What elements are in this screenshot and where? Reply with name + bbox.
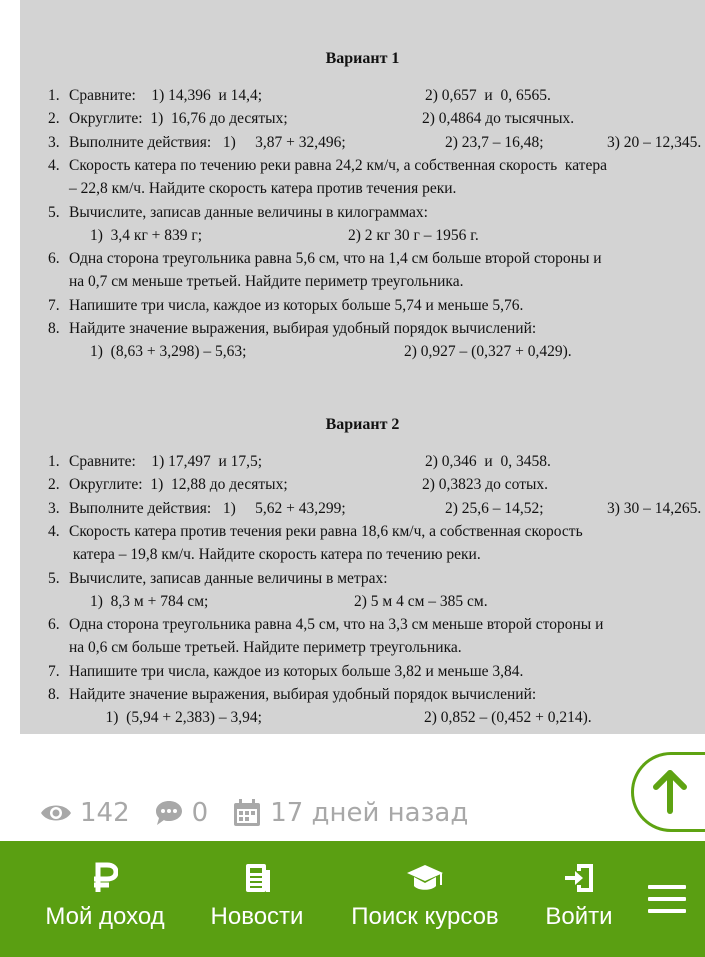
login-icon: [563, 862, 595, 894]
task-text: 1) 3,4 кг + 839 г;: [90, 226, 203, 244]
post-meta: [40, 795, 492, 831]
task-text: Скорость катера по течению реки равна 24,2 км/ч, а собственная скорость катера: [69, 156, 607, 174]
task-text: Напишите три числа, каждое из которых больше 5,74 и меньше 5,76.: [69, 296, 524, 314]
task-text: Вычислите, записав данные величины в метрах:: [69, 569, 388, 587]
scroll-top-button[interactable]: [631, 752, 705, 832]
nav-news-label: Новости: [210, 903, 304, 930]
task-text: 2) 0,657 и 0, 6565.: [425, 87, 551, 104]
task-text: 2) 0,927 – (0,327 + 0,429).: [404, 343, 572, 361]
task-text: 2) 2 кг 30 г – 1956 г.: [348, 226, 479, 244]
nav-news[interactable]: [203, 861, 311, 931]
ruble-icon: [92, 862, 118, 894]
views-value: 142: [80, 798, 130, 828]
task-text: Найдите значение выражения, выбирая удобный порядок вычислений:: [69, 686, 537, 703]
task-text: – 22,8 км/ч. Найдите скорость катера против течения реки.: [69, 180, 457, 198]
task-text: 1) (8,63 + 3,298) – 5,63;: [90, 343, 247, 361]
task-text: Выполните действия: 1) 5,62 + 43,299;: [69, 499, 346, 517]
task-text: на 0,7 см меньше третьей. Найдите периметр треугольника.: [69, 273, 464, 291]
task-number: 6.: [48, 616, 60, 634]
nav-course-search-label: Поиск курсов: [351, 903, 499, 930]
task-text: Сравните: 1) 14,396 и 14,4;: [69, 87, 263, 104]
task-text: катера – 19,8 км/ч. Найдите скорость катера по течению реки.: [69, 546, 481, 564]
task-number: 8.: [48, 686, 60, 703]
nav-login[interactable]: [540, 861, 618, 931]
task-number: 4.: [48, 522, 60, 540]
bottom-navigation: [0, 841, 705, 957]
task-text: Сравните: 1) 17,497 и 17,5;: [69, 453, 263, 470]
task-text: Одна сторона треугольника равна 4,5 см, что на 3,3 см меньше второй стороны и: [69, 616, 604, 634]
calendar-icon: [232, 798, 262, 828]
news-icon: [242, 862, 272, 894]
task-number: 8.: [48, 320, 60, 337]
task-text: 1) (5,94 + 2,383) – 3,94;: [90, 709, 262, 727]
task-text: Округлите: 1) 16,76 до десятых;: [69, 110, 288, 128]
nav-my-income-label: Мой доход: [45, 903, 165, 930]
task-number: 5.: [48, 203, 60, 221]
variant-2-title: Вариант 2: [325, 416, 400, 433]
task-text: 2) 23,7 – 16,48;: [445, 133, 544, 151]
nav-login-label: Войти: [545, 903, 613, 930]
date-value: 17 дней назад: [270, 798, 469, 828]
task-text: 2) 25,6 – 14,52;: [445, 499, 544, 517]
comments-count: [154, 798, 209, 828]
task-text: Выполните действия: 1) 3,87 + 32,496;: [69, 133, 346, 151]
task-text: 3) 30 – 14,265.: [607, 499, 702, 517]
nav-course-search[interactable]: [340, 861, 510, 931]
burger-menu-icon[interactable]: [648, 885, 686, 921]
task-text: 2) 0,346 и 0, 3458.: [425, 453, 551, 470]
task-number: 3.: [48, 499, 60, 517]
task-text: Скорость катера против течения реки равна 18,6 км/ч, а собственная скорость: [69, 522, 583, 540]
task-number: 3.: [48, 133, 60, 151]
task-number: 2.: [48, 476, 60, 494]
task-text: 2) 0,3823 до сотых.: [422, 476, 549, 494]
task-number: 2.: [48, 110, 60, 128]
task-number: 1.: [48, 87, 60, 104]
task-text: Напишите три числа, каждое из которых больше 3,82 и меньше 3,84.: [69, 662, 524, 680]
task-text: Одна сторона треугольника равна 5,6 см, что на 1,4 см больше второй стороны и: [69, 250, 602, 268]
task-text: на 0,6 см больше третьей. Найдите периметр треугольника.: [69, 639, 462, 657]
graduation-cap-icon: [406, 862, 444, 894]
worksheet-image: [20, 0, 705, 734]
task-text: Найдите значение выражения, выбирая удобный порядок вычислений:: [69, 320, 537, 337]
task-text: 3) 20 – 12,345.: [607, 133, 702, 151]
task-number: 7.: [48, 662, 60, 680]
task-number: 7.: [48, 296, 60, 314]
task-text: Вычислите, записав данные величины в килограммах:: [69, 203, 428, 221]
task-number: 1.: [48, 453, 60, 470]
task-number: 5.: [48, 569, 60, 587]
eye-icon: [40, 802, 72, 824]
arrow-up-icon: [652, 770, 688, 814]
nav-my-income[interactable]: [36, 861, 174, 931]
task-number: 6.: [48, 250, 60, 268]
task-text: 1) 8,3 м + 784 см;: [90, 592, 209, 610]
comment-icon: [154, 799, 184, 827]
variant-1-title: Вариант 1: [325, 50, 400, 67]
task-number: 4.: [48, 156, 60, 174]
task-text: 2) 5 м 4 см – 385 см.: [354, 592, 488, 610]
comments-value: 0: [191, 798, 209, 828]
post-date: [232, 798, 468, 828]
views-count: [40, 798, 130, 828]
task-text: 2) 0,852 – (0,452 + 0,214).: [424, 709, 592, 727]
task-text: 2) 0,4864 до тысячных.: [422, 110, 575, 128]
task-text: Округлите: 1) 12,88 до десятых;: [69, 476, 288, 494]
